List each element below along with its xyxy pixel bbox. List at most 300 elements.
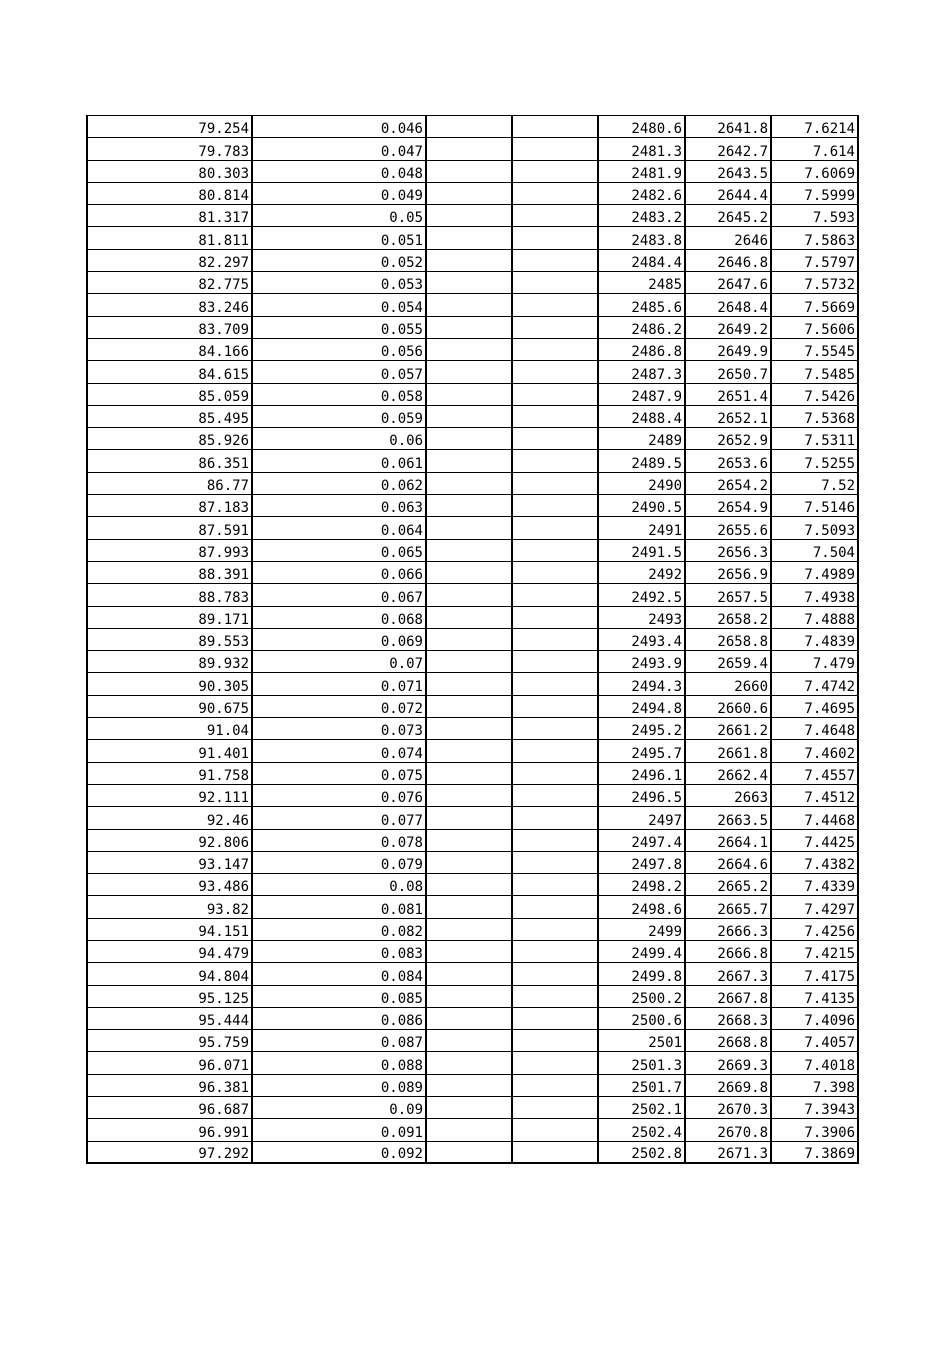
table-cell[interactable]: 87.591 <box>87 517 252 539</box>
table-cell[interactable]: 0.08 <box>252 874 426 896</box>
table-cell[interactable]: 0.06 <box>252 428 426 450</box>
table-cell[interactable]: 0.071 <box>252 673 426 695</box>
table-cell[interactable]: 92.46 <box>87 807 252 829</box>
table-cell[interactable]: 2643.5 <box>685 160 771 182</box>
table-cell[interactable]: 2658.8 <box>685 628 771 650</box>
table-cell[interactable] <box>426 1141 512 1163</box>
table-cell[interactable]: 7.398 <box>771 1074 858 1096</box>
table-cell[interactable]: 89.171 <box>87 606 252 628</box>
table-cell[interactable] <box>512 584 598 606</box>
table-cell[interactable] <box>426 1097 512 1119</box>
table-cell[interactable]: 2669.8 <box>685 1074 771 1096</box>
table-cell[interactable]: 7.5545 <box>771 338 858 360</box>
table-cell[interactable]: 2661.8 <box>685 740 771 762</box>
table-cell[interactable]: 2665.7 <box>685 896 771 918</box>
table-cell[interactable]: 82.775 <box>87 272 252 294</box>
table-cell[interactable]: 0.085 <box>252 985 426 1007</box>
table-cell[interactable]: 2485 <box>598 272 685 294</box>
table-cell[interactable]: 2658.2 <box>685 606 771 628</box>
table-cell[interactable]: 0.07 <box>252 651 426 673</box>
table-cell[interactable]: 7.52 <box>771 472 858 494</box>
table-cell[interactable] <box>512 695 598 717</box>
table-cell[interactable]: 96.071 <box>87 1052 252 1074</box>
table-cell[interactable]: 95.444 <box>87 1007 252 1029</box>
table-cell[interactable]: 86.77 <box>87 472 252 494</box>
table-cell[interactable] <box>512 651 598 673</box>
table-cell[interactable]: 0.056 <box>252 338 426 360</box>
table-cell[interactable]: 7.4339 <box>771 874 858 896</box>
table-cell[interactable]: 2493 <box>598 606 685 628</box>
table-cell[interactable]: 2646.8 <box>685 249 771 271</box>
table-cell[interactable]: 2499 <box>598 918 685 940</box>
table-cell[interactable]: 2660 <box>685 673 771 695</box>
table-cell[interactable] <box>426 316 512 338</box>
table-cell[interactable]: 2666.8 <box>685 940 771 962</box>
table-cell[interactable]: 0.062 <box>252 472 426 494</box>
table-cell[interactable]: 2502.1 <box>598 1097 685 1119</box>
table-cell[interactable]: 85.495 <box>87 405 252 427</box>
table-cell[interactable]: 2484.4 <box>598 249 685 271</box>
table-cell[interactable] <box>512 316 598 338</box>
table-cell[interactable]: 7.4175 <box>771 963 858 985</box>
table-cell[interactable]: 2498.6 <box>598 896 685 918</box>
table-cell[interactable] <box>426 1007 512 1029</box>
table-cell[interactable]: 7.4938 <box>771 584 858 606</box>
table-cell[interactable] <box>426 807 512 829</box>
table-cell[interactable] <box>512 428 598 450</box>
table-cell[interactable]: 2492 <box>598 561 685 583</box>
table-cell[interactable]: 2647.6 <box>685 272 771 294</box>
table-cell[interactable] <box>426 918 512 940</box>
table-cell[interactable]: 7.504 <box>771 539 858 561</box>
table-cell[interactable] <box>426 762 512 784</box>
table-cell[interactable] <box>426 450 512 472</box>
table-cell[interactable]: 2501.3 <box>598 1052 685 1074</box>
table-cell[interactable]: 7.5669 <box>771 294 858 316</box>
table-cell[interactable]: 2492.5 <box>598 584 685 606</box>
table-cell[interactable] <box>426 383 512 405</box>
table-cell[interactable]: 2667.3 <box>685 963 771 985</box>
table-cell[interactable]: 2641.8 <box>685 116 771 138</box>
table-cell[interactable]: 2662.4 <box>685 762 771 784</box>
table-cell[interactable] <box>512 205 598 227</box>
table-cell[interactable]: 7.4557 <box>771 762 858 784</box>
table-cell[interactable] <box>426 517 512 539</box>
table-cell[interactable]: 0.075 <box>252 762 426 784</box>
table-cell[interactable]: 85.059 <box>87 383 252 405</box>
table-cell[interactable] <box>426 361 512 383</box>
table-cell[interactable]: 2671.3 <box>685 1141 771 1163</box>
table-cell[interactable]: 2498.2 <box>598 874 685 896</box>
table-cell[interactable] <box>512 718 598 740</box>
table-cell[interactable]: 0.074 <box>252 740 426 762</box>
table-cell[interactable]: 2480.6 <box>598 116 685 138</box>
table-cell[interactable]: 2486.8 <box>598 338 685 360</box>
table-cell[interactable] <box>512 851 598 873</box>
table-cell[interactable]: 2670.3 <box>685 1097 771 1119</box>
table-cell[interactable]: 0.073 <box>252 718 426 740</box>
table-cell[interactable]: 94.151 <box>87 918 252 940</box>
table-cell[interactable]: 2497.8 <box>598 851 685 873</box>
table-cell[interactable]: 2648.4 <box>685 294 771 316</box>
table-cell[interactable]: 92.806 <box>87 829 252 851</box>
table-cell[interactable] <box>426 874 512 896</box>
table-cell[interactable]: 7.5093 <box>771 517 858 539</box>
table-cell[interactable] <box>512 116 598 138</box>
table-cell[interactable] <box>426 985 512 1007</box>
table-cell[interactable]: 7.4425 <box>771 829 858 851</box>
table-cell[interactable] <box>426 227 512 249</box>
table-cell[interactable]: 7.5426 <box>771 383 858 405</box>
table-cell[interactable] <box>512 160 598 182</box>
table-cell[interactable]: 2485.6 <box>598 294 685 316</box>
table-cell[interactable]: 2664.6 <box>685 851 771 873</box>
table-cell[interactable]: 0.081 <box>252 896 426 918</box>
table-cell[interactable] <box>512 272 598 294</box>
table-cell[interactable]: 2654.9 <box>685 495 771 517</box>
table-cell[interactable]: 97.292 <box>87 1141 252 1163</box>
table-cell[interactable] <box>512 1007 598 1029</box>
table-cell[interactable]: 7.5146 <box>771 495 858 517</box>
table-cell[interactable]: 2490.5 <box>598 495 685 517</box>
table-cell[interactable] <box>426 205 512 227</box>
table-cell[interactable]: 88.391 <box>87 561 252 583</box>
table-cell[interactable]: 7.4839 <box>771 628 858 650</box>
table-cell[interactable]: 93.147 <box>87 851 252 873</box>
table-cell[interactable]: 0.078 <box>252 829 426 851</box>
table-cell[interactable]: 2664.1 <box>685 829 771 851</box>
table-cell[interactable]: 0.076 <box>252 784 426 806</box>
table-cell[interactable] <box>512 740 598 762</box>
table-cell[interactable]: 2645.2 <box>685 205 771 227</box>
table-cell[interactable]: 2500.6 <box>598 1007 685 1029</box>
table-cell[interactable]: 7.4695 <box>771 695 858 717</box>
table-cell[interactable] <box>426 651 512 673</box>
table-cell[interactable] <box>426 472 512 494</box>
table-cell[interactable]: 2483.8 <box>598 227 685 249</box>
table-cell[interactable] <box>512 1119 598 1141</box>
table-cell[interactable]: 2500.2 <box>598 985 685 1007</box>
table-cell[interactable]: 2486.2 <box>598 316 685 338</box>
table-cell[interactable]: 81.317 <box>87 205 252 227</box>
table-cell[interactable]: 2493.9 <box>598 651 685 673</box>
table-cell[interactable]: 89.932 <box>87 651 252 673</box>
table-cell[interactable]: 2487.9 <box>598 383 685 405</box>
table-cell[interactable]: 2656.9 <box>685 561 771 583</box>
table-cell[interactable]: 2661.2 <box>685 718 771 740</box>
table-cell[interactable] <box>512 1052 598 1074</box>
table-cell[interactable]: 7.3943 <box>771 1097 858 1119</box>
table-cell[interactable]: 2649.2 <box>685 316 771 338</box>
table-cell[interactable]: 7.4602 <box>771 740 858 762</box>
table-cell[interactable] <box>512 405 598 427</box>
table-cell[interactable] <box>426 1074 512 1096</box>
table-cell[interactable]: 2646 <box>685 227 771 249</box>
table-cell[interactable] <box>512 896 598 918</box>
table-cell[interactable]: 0.054 <box>252 294 426 316</box>
table-cell[interactable]: 2660.6 <box>685 695 771 717</box>
table-cell[interactable]: 0.067 <box>252 584 426 606</box>
table-cell[interactable]: 7.4742 <box>771 673 858 695</box>
table-cell[interactable] <box>426 584 512 606</box>
table-cell[interactable] <box>426 940 512 962</box>
table-cell[interactable]: 0.057 <box>252 361 426 383</box>
table-cell[interactable]: 2490 <box>598 472 685 494</box>
table-cell[interactable] <box>426 606 512 628</box>
table-cell[interactable] <box>512 606 598 628</box>
table-cell[interactable] <box>426 561 512 583</box>
table-cell[interactable]: 2657.5 <box>685 584 771 606</box>
table-cell[interactable] <box>426 272 512 294</box>
table-cell[interactable]: 2499.8 <box>598 963 685 985</box>
table-cell[interactable]: 94.479 <box>87 940 252 962</box>
table-cell[interactable]: 7.5255 <box>771 450 858 472</box>
table-cell[interactable]: 0.09 <box>252 1097 426 1119</box>
table-cell[interactable]: 80.303 <box>87 160 252 182</box>
table-cell[interactable] <box>426 160 512 182</box>
table-cell[interactable]: 2653.6 <box>685 450 771 472</box>
table-cell[interactable] <box>512 539 598 561</box>
table-cell[interactable]: 0.055 <box>252 316 426 338</box>
table-cell[interactable]: 2665.2 <box>685 874 771 896</box>
table-cell[interactable]: 7.4018 <box>771 1052 858 1074</box>
table-cell[interactable]: 7.4512 <box>771 784 858 806</box>
table-cell[interactable] <box>512 829 598 851</box>
table-cell[interactable] <box>426 695 512 717</box>
table-cell[interactable]: 2663.5 <box>685 807 771 829</box>
table-cell[interactable]: 2668.3 <box>685 1007 771 1029</box>
table-cell[interactable]: 2501 <box>598 1030 685 1052</box>
table-cell[interactable] <box>426 249 512 271</box>
table-cell[interactable]: 2669.3 <box>685 1052 771 1074</box>
table-cell[interactable]: 2501.7 <box>598 1074 685 1096</box>
table-cell[interactable] <box>426 896 512 918</box>
table-cell[interactable]: 7.6069 <box>771 160 858 182</box>
table-cell[interactable]: 0.082 <box>252 918 426 940</box>
table-cell[interactable]: 0.05 <box>252 205 426 227</box>
table-cell[interactable] <box>512 338 598 360</box>
table-cell[interactable]: 7.5606 <box>771 316 858 338</box>
table-cell[interactable] <box>512 762 598 784</box>
table-cell[interactable]: 7.6214 <box>771 116 858 138</box>
table-cell[interactable]: 7.5485 <box>771 361 858 383</box>
table-cell[interactable]: 0.092 <box>252 1141 426 1163</box>
table-cell[interactable]: 7.4382 <box>771 851 858 873</box>
table-cell[interactable]: 2483.2 <box>598 205 685 227</box>
table-cell[interactable]: 2491.5 <box>598 539 685 561</box>
table-cell[interactable]: 2663 <box>685 784 771 806</box>
table-cell[interactable]: 2670.8 <box>685 1119 771 1141</box>
table-cell[interactable]: 0.091 <box>252 1119 426 1141</box>
table-cell[interactable]: 0.059 <box>252 405 426 427</box>
table-cell[interactable]: 2654.2 <box>685 472 771 494</box>
table-cell[interactable] <box>426 628 512 650</box>
table-cell[interactable]: 0.088 <box>252 1052 426 1074</box>
table-cell[interactable]: 2488.4 <box>598 405 685 427</box>
table-cell[interactable]: 0.077 <box>252 807 426 829</box>
table-cell[interactable]: 2499.4 <box>598 940 685 962</box>
table-cell[interactable]: 93.82 <box>87 896 252 918</box>
table-cell[interactable] <box>512 1097 598 1119</box>
table-cell[interactable]: 0.051 <box>252 227 426 249</box>
table-cell[interactable]: 90.675 <box>87 695 252 717</box>
table-cell[interactable]: 2496.5 <box>598 784 685 806</box>
table-cell[interactable]: 7.4297 <box>771 896 858 918</box>
table-cell[interactable] <box>512 472 598 494</box>
table-cell[interactable]: 2651.4 <box>685 383 771 405</box>
table-cell[interactable] <box>512 1074 598 1096</box>
table-cell[interactable]: 2502.8 <box>598 1141 685 1163</box>
table-cell[interactable] <box>426 784 512 806</box>
table-cell[interactable]: 91.758 <box>87 762 252 784</box>
table-cell[interactable]: 7.4096 <box>771 1007 858 1029</box>
table-cell[interactable]: 2652.9 <box>685 428 771 450</box>
table-cell[interactable] <box>512 918 598 940</box>
table-cell[interactable]: 2495.7 <box>598 740 685 762</box>
table-cell[interactable] <box>426 1052 512 1074</box>
table-cell[interactable]: 81.811 <box>87 227 252 249</box>
table-cell[interactable]: 0.079 <box>252 851 426 873</box>
table-cell[interactable]: 0.061 <box>252 450 426 472</box>
table-cell[interactable]: 2502.4 <box>598 1119 685 1141</box>
table-cell[interactable] <box>426 673 512 695</box>
table-cell[interactable] <box>426 405 512 427</box>
table-cell[interactable]: 2481.9 <box>598 160 685 182</box>
table-cell[interactable] <box>512 495 598 517</box>
table-cell[interactable]: 0.068 <box>252 606 426 628</box>
table-cell[interactable] <box>426 116 512 138</box>
table-cell[interactable]: 2494.3 <box>598 673 685 695</box>
table-cell[interactable]: 7.3906 <box>771 1119 858 1141</box>
table-cell[interactable]: 2656.3 <box>685 539 771 561</box>
table-cell[interactable]: 0.063 <box>252 495 426 517</box>
table-cell[interactable]: 86.351 <box>87 450 252 472</box>
table-cell[interactable]: 2650.7 <box>685 361 771 383</box>
table-cell[interactable] <box>512 874 598 896</box>
table-cell[interactable]: 7.5797 <box>771 249 858 271</box>
table-cell[interactable] <box>512 294 598 316</box>
table-cell[interactable]: 91.04 <box>87 718 252 740</box>
table-cell[interactable]: 0.046 <box>252 116 426 138</box>
table-cell[interactable]: 83.246 <box>87 294 252 316</box>
table-cell[interactable]: 0.058 <box>252 383 426 405</box>
table-cell[interactable]: 7.614 <box>771 138 858 160</box>
table-cell[interactable]: 2495.2 <box>598 718 685 740</box>
table-cell[interactable]: 7.4888 <box>771 606 858 628</box>
table-cell[interactable] <box>426 851 512 873</box>
table-cell[interactable]: 2667.8 <box>685 985 771 1007</box>
table-cell[interactable]: 90.305 <box>87 673 252 695</box>
table-cell[interactable]: 7.4135 <box>771 985 858 1007</box>
table-cell[interactable]: 7.4989 <box>771 561 858 583</box>
table-cell[interactable]: 2489.5 <box>598 450 685 472</box>
table-cell[interactable]: 0.048 <box>252 160 426 182</box>
table-cell[interactable]: 87.183 <box>87 495 252 517</box>
table-cell[interactable]: 84.615 <box>87 361 252 383</box>
table-cell[interactable] <box>426 428 512 450</box>
table-cell[interactable]: 2481.3 <box>598 138 685 160</box>
table-cell[interactable]: 0.089 <box>252 1074 426 1096</box>
table-cell[interactable] <box>426 138 512 160</box>
table-cell[interactable]: 2489 <box>598 428 685 450</box>
table-cell[interactable]: 0.065 <box>252 539 426 561</box>
table-cell[interactable]: 0.064 <box>252 517 426 539</box>
table-cell[interactable]: 96.381 <box>87 1074 252 1096</box>
table-cell[interactable]: 2494.8 <box>598 695 685 717</box>
table-cell[interactable]: 2497.4 <box>598 829 685 851</box>
table-cell[interactable]: 7.593 <box>771 205 858 227</box>
table-cell[interactable] <box>426 495 512 517</box>
table-cell[interactable] <box>512 249 598 271</box>
table-cell[interactable]: 7.5863 <box>771 227 858 249</box>
table-cell[interactable]: 0.052 <box>252 249 426 271</box>
table-cell[interactable]: 96.991 <box>87 1119 252 1141</box>
table-cell[interactable]: 95.759 <box>87 1030 252 1052</box>
table-cell[interactable] <box>512 1141 598 1163</box>
table-cell[interactable]: 2649.9 <box>685 338 771 360</box>
table-cell[interactable]: 0.069 <box>252 628 426 650</box>
table-cell[interactable]: 7.5999 <box>771 182 858 204</box>
table-cell[interactable]: 87.993 <box>87 539 252 561</box>
table-cell[interactable]: 2655.6 <box>685 517 771 539</box>
table-cell[interactable] <box>512 182 598 204</box>
table-cell[interactable] <box>512 807 598 829</box>
table-cell[interactable]: 2496.1 <box>598 762 685 784</box>
table-cell[interactable]: 93.486 <box>87 874 252 896</box>
table-cell[interactable] <box>426 182 512 204</box>
table-cell[interactable]: 91.401 <box>87 740 252 762</box>
table-cell[interactable]: 79.254 <box>87 116 252 138</box>
table-cell[interactable] <box>512 628 598 650</box>
table-cell[interactable] <box>512 138 598 160</box>
table-cell[interactable] <box>512 963 598 985</box>
table-cell[interactable]: 83.709 <box>87 316 252 338</box>
table-cell[interactable] <box>512 517 598 539</box>
table-cell[interactable]: 96.687 <box>87 1097 252 1119</box>
table-cell[interactable] <box>512 383 598 405</box>
table-cell[interactable]: 0.049 <box>252 182 426 204</box>
table-cell[interactable]: 0.087 <box>252 1030 426 1052</box>
table-cell[interactable] <box>426 294 512 316</box>
table-cell[interactable] <box>426 539 512 561</box>
table-cell[interactable]: 88.783 <box>87 584 252 606</box>
table-cell[interactable]: 2482.6 <box>598 182 685 204</box>
table-cell[interactable]: 2659.4 <box>685 651 771 673</box>
table-cell[interactable]: 92.111 <box>87 784 252 806</box>
table-cell[interactable]: 0.083 <box>252 940 426 962</box>
table-cell[interactable]: 0.072 <box>252 695 426 717</box>
table-cell[interactable]: 95.125 <box>87 985 252 1007</box>
table-cell[interactable]: 2497 <box>598 807 685 829</box>
table-cell[interactable]: 7.3869 <box>771 1141 858 1163</box>
table-cell[interactable] <box>512 450 598 472</box>
table-cell[interactable]: 7.4468 <box>771 807 858 829</box>
table-cell[interactable]: 2668.8 <box>685 1030 771 1052</box>
table-cell[interactable] <box>426 1119 512 1141</box>
table-cell[interactable]: 0.086 <box>252 1007 426 1029</box>
table-cell[interactable]: 85.926 <box>87 428 252 450</box>
table-cell[interactable] <box>426 829 512 851</box>
table-cell[interactable] <box>512 673 598 695</box>
table-cell[interactable]: 79.783 <box>87 138 252 160</box>
table-cell[interactable]: 94.804 <box>87 963 252 985</box>
table-cell[interactable]: 82.297 <box>87 249 252 271</box>
table-cell[interactable]: 2644.4 <box>685 182 771 204</box>
table-cell[interactable] <box>512 940 598 962</box>
table-cell[interactable]: 7.4648 <box>771 718 858 740</box>
table-cell[interactable]: 7.5732 <box>771 272 858 294</box>
table-cell[interactable]: 7.4215 <box>771 940 858 962</box>
